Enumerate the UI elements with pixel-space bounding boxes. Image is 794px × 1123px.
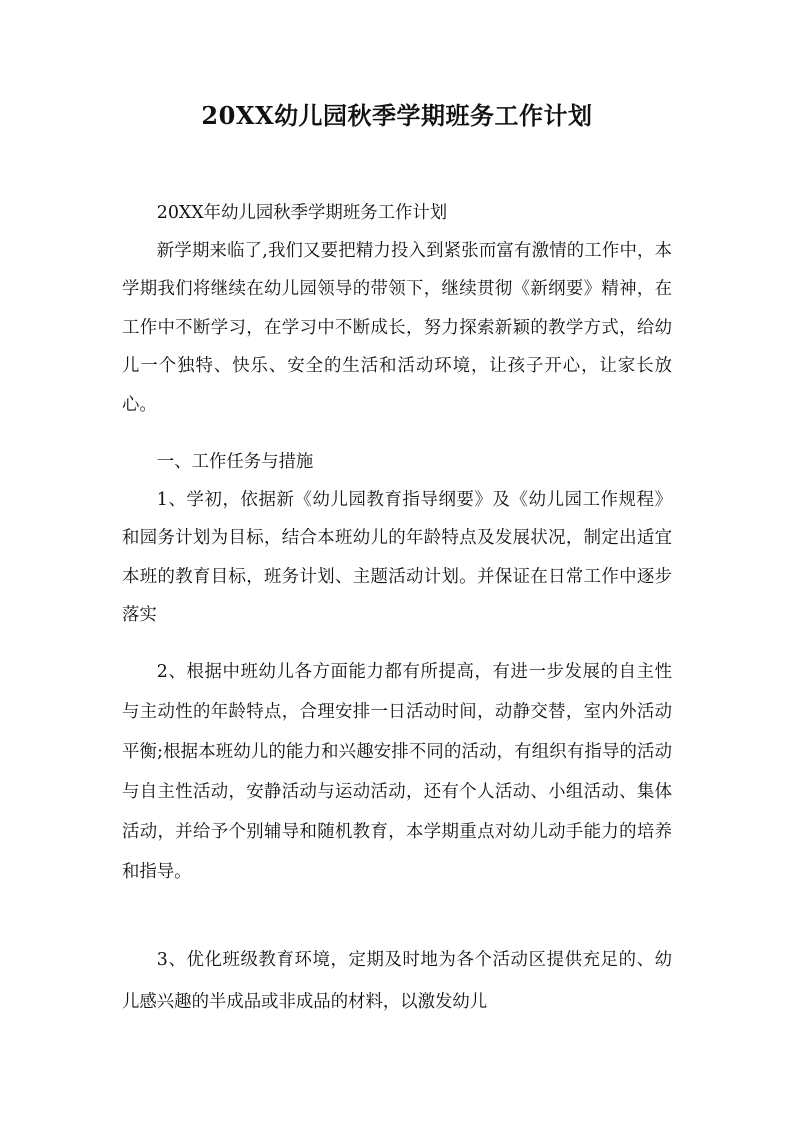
- document-title: 20XX幼儿园秋季学期班务工作计划: [201, 101, 593, 130]
- document-subtitle: 20XX年幼儿园秋季学期班务工作计划: [156, 203, 448, 223]
- list-item-2: 2、根据中班幼儿各方面能力都有所提高，有进一步发展的自主性与主动性的年龄特点，合理安排一日活动时间，动静交替，室内外活动平衡;根据本班幼儿的能力和兴趣安排不同的活动，有组织有指导的活动与自主性活动，安静活动与运动活动，还有个人活动、小组活动、集体活动，并给予个别辅导和随机教育，本学期重点对幼儿动手能力的培养和指导。: [122, 662, 672, 882]
- section-heading: 一、工作任务与措施: [156, 452, 314, 472]
- list-item-3: 3、优化班级教育环境，定期及时地为各个活动区提供充足的、幼儿感兴趣的半成品或非成品的材料，以激发幼儿: [122, 950, 672, 1012]
- list-item-1: 1、学初，依据新《幼儿园教育指导纲要》及《幼儿园工作规程》和园务计划为目标，结合本班幼儿的年龄特点及发展状况，制定出适宜本班的教育目标，班务计划、主题活动计划。并保证在日常工作中逐步落实: [122, 490, 672, 626]
- intro-paragraph: 新学期来临了,我们又要把精力投入到紧张而富有激情的工作中，本学期我们将继续在幼儿园领导的带领下，继续贯彻《新纲要》精神，在工作中不断学习，在学习中不断成长，努力探索新颖的教学方式，给幼儿一个独特、快乐、安全的生活和活动环境，让孩子开心，让家长放心。: [122, 241, 672, 415]
